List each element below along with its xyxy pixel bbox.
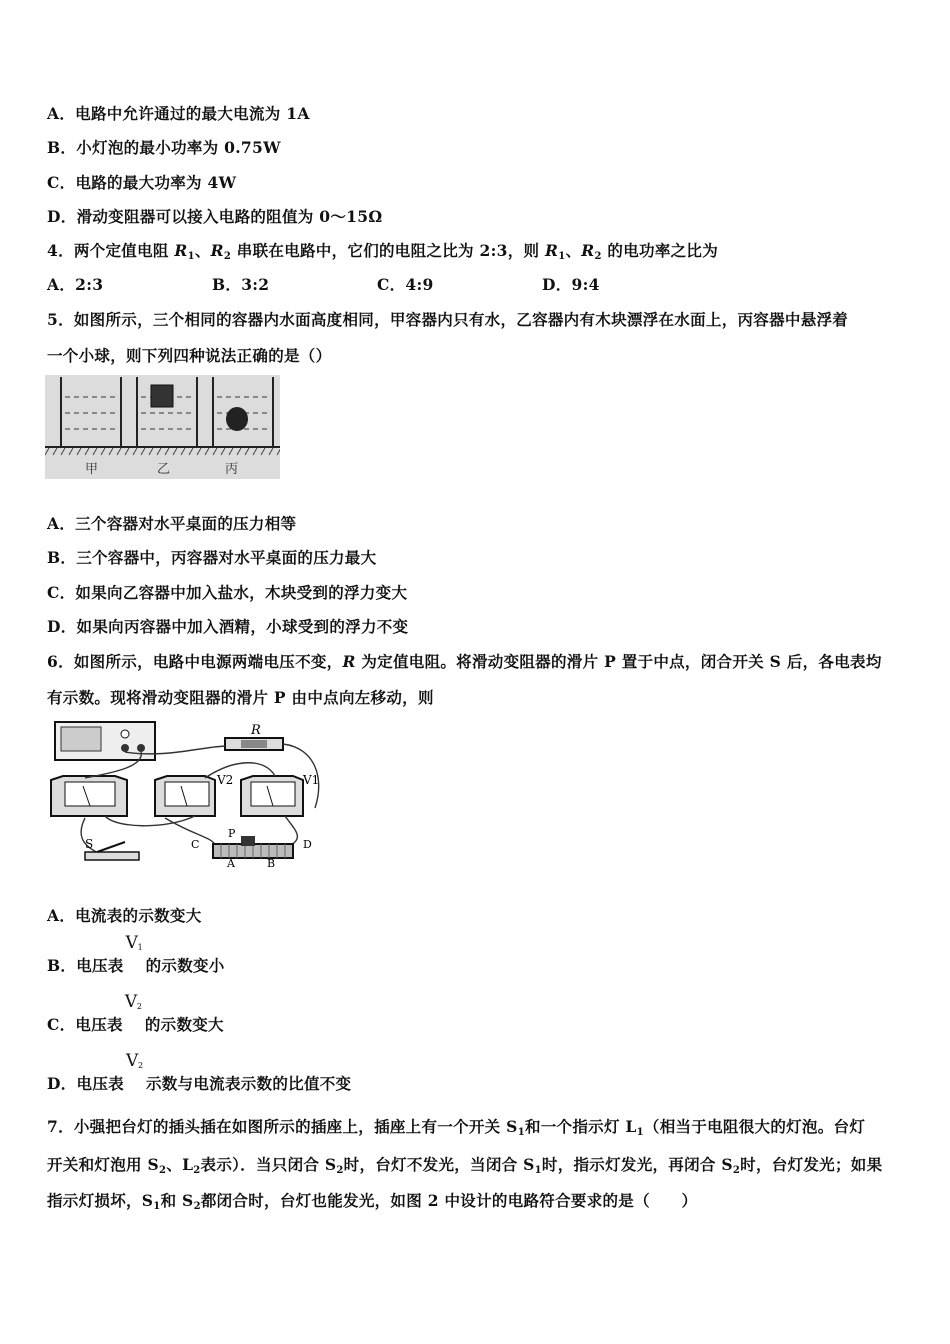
label-jia: 甲 [85,462,99,477]
option-key: B [47,138,61,157]
q4-option-d: D．9:4 [542,275,600,294]
q5-option-b: B．三个容器中，丙容器对水平桌面的压力最大 [47,548,377,567]
power-supply [55,722,155,760]
option-text: 电路的最大功率为 4W [75,173,237,192]
q4-option-b: B．3:2 [212,275,270,294]
q5-option-c: C．如果向乙容器中加入盐水，木块受到的浮力变大 [47,583,408,602]
q6-stem-line2: 有示数。现将滑动变阻器的滑片 P 由中点向左移动，则 [47,688,434,707]
q4-option-c: C．4:9 [377,275,434,294]
option-key: D [47,207,61,226]
option-dot: ． [59,104,76,123]
label-yi: 乙 [157,462,171,477]
q6-option-d: D．电压表 V 2 示数与电流表示数的比值不变 [47,1051,352,1093]
q4-stem: 4．两个定值电阻 $R_1$、$R_2$ 串联在电路中，它们的电阻之比为 2:3，则 $R_1$、$R_2$ 的电功率之比为 [47,241,719,262]
v2-symbol: V 2 [125,1051,144,1071]
q7-stem-line3: 指示灯损坏，$S_1$和 $S_2$都闭合时，台灯也能发光，如图 2 中设计的电路符合要求的是（ ） [47,1191,698,1212]
q4-option-a: A．2:3 [47,275,104,294]
option-key: A [47,104,60,123]
svg-text:V2: V2 [217,773,234,787]
label-bing: 丙 [225,462,239,477]
q6-stem-line1: 6．如图所示，电路中电源两端电压不变，R 为定值电阻。将滑动变阻器的滑片 P 置于中点，闭合开关 S 后，各电表均 [47,652,882,671]
containers-figure [45,375,280,479]
v2-symbol: V 2 [124,992,143,1012]
option-text: 小灯泡的最小功率为 0.75W [76,138,281,157]
svg-text:V1: V1 [303,773,320,787]
option-text: 电路中允许通过的最大电流为 1A [75,104,310,123]
q3-option-c [47,171,236,193]
q6-option-b: B．电压表 V 1 的示数变小 [47,933,225,975]
option-dot: ． [60,207,77,226]
svg-text:D: D [303,838,312,851]
q5-option-a: A．三个容器对水平桌面的压力相等 [47,514,297,533]
svg-text:R: R [251,723,261,738]
option-text: 滑动变阻器可以接入电路的阻值为 0～15Ω [76,207,383,226]
q7-stem-line1: 7．小强把台灯的插头插在如图所示的插座上，插座上有一个开关 $S_1$和一个指示灯 $L_1$（相当于电阻很大的灯泡。台灯 [47,1117,866,1138]
svg-text:B: B [267,857,276,868]
v1-symbol: V 1 [125,933,143,953]
q7-stem-line2: 开关和灯泡用 $S_2$、$L_2$表示）．当只闭合 $S_2$时，台灯不发光，当闭合 $S_1$时，指示灯发光，再闭合 $S_2$时，台灯发光；如果 [47,1155,883,1176]
svg-text:C: C [191,838,200,851]
option-dot: ． [60,138,77,157]
svg-text:S: S [85,837,94,851]
q3-option-d [47,205,382,227]
svg-text:P: P [228,827,236,840]
q5-option-d: D．如果向丙容器中加入酒精，小球受到的浮力不变 [47,617,409,636]
svg-text:A: A [227,857,235,868]
q3-option-b [47,136,281,158]
q3-option-a [47,102,310,124]
option-key: C [47,173,60,192]
ammeter [51,776,127,816]
option-dot: ． [59,173,76,192]
q6-option-c: C．电压表 V 2 的示数变大 [47,992,224,1034]
q6-option-a: A．电流表的示数变大 [47,906,202,925]
circuit-figure [45,718,335,868]
q5-stem-line2: 一个小球，则下列四种说法正确的是（） [47,346,332,365]
wood-block [151,385,173,407]
ball [226,407,248,431]
q5-stem-line1: 5．如图所示，三个相同的容器内水面高度相同，甲容器内只有水，乙容器内有木块漂浮在水面上，丙容器中悬浮着 [47,310,849,329]
